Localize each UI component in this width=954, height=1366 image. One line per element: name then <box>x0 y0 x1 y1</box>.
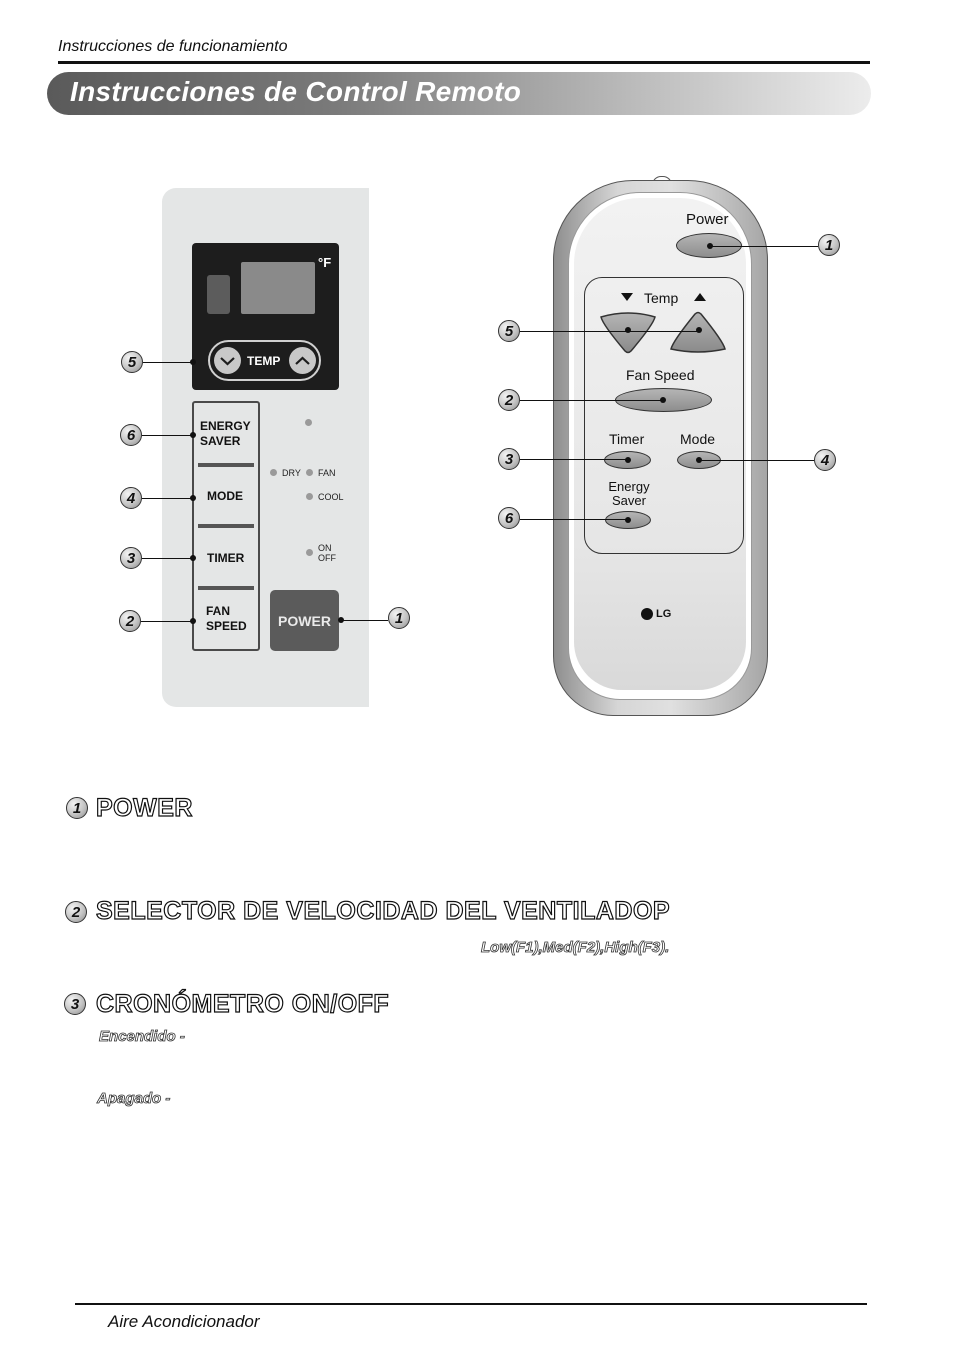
callout-line <box>520 400 662 401</box>
document-section-label: Instrucciones de funcionamiento <box>58 38 288 55</box>
dry-led <box>270 469 277 476</box>
callout-line <box>142 558 193 559</box>
button-divider <box>198 463 254 467</box>
panel-power-button <box>270 590 339 651</box>
timer-off-note: Apagado - <box>97 1090 171 1107</box>
button-divider <box>198 586 254 590</box>
on-label: ON <box>318 543 332 553</box>
callout-badge: 4 <box>814 449 836 471</box>
timer-led <box>306 549 313 556</box>
footer-rule <box>75 1303 867 1305</box>
callout-badge: 3 <box>120 547 142 569</box>
timer-label: TIMER <box>207 551 245 565</box>
display-unit: °F <box>318 255 332 270</box>
callout-line <box>712 246 818 247</box>
brand-name: LG <box>656 608 672 620</box>
callout-badge: 5 <box>498 320 520 342</box>
callout-badge: 1 <box>818 234 840 256</box>
callout-dot <box>625 327 631 333</box>
timer-on-note: Encendido - <box>99 1028 185 1045</box>
fan-label: FAN <box>318 468 336 478</box>
remote-energy-saver-label: Energy Saver <box>608 479 650 508</box>
remote-mode-label: Mode <box>680 431 716 447</box>
triangle-up-icon <box>693 292 707 302</box>
fan-led <box>306 469 313 476</box>
fan-speed-label: FAN SPEED <box>206 604 247 633</box>
callout-dot <box>190 495 196 501</box>
callout-badge: 3 <box>498 448 520 470</box>
callout-dot <box>190 618 196 624</box>
callout-line <box>520 459 627 460</box>
remote-temp-down-button <box>597 311 659 355</box>
temp-label: TEMP <box>247 354 281 368</box>
page-title: Instrucciones de Control Remoto <box>70 76 522 107</box>
chevron-down-icon <box>219 355 236 367</box>
brand-logo <box>641 608 671 620</box>
section-number-badge: 3 <box>64 993 86 1015</box>
section-heading-power: POWER <box>96 794 193 822</box>
energy-saver-label: ENERGY SAVER <box>200 419 251 448</box>
callout-badge: 1 <box>388 607 410 629</box>
button-divider <box>198 524 254 528</box>
callout-badge: 6 <box>120 424 142 446</box>
section-number-badge: 2 <box>65 901 87 923</box>
display-segment-large <box>241 262 315 314</box>
callout-line <box>341 620 388 621</box>
cool-led <box>306 493 313 500</box>
header-rule <box>58 61 870 64</box>
callout-dot <box>625 517 631 523</box>
off-label: OFF <box>318 553 336 563</box>
energy-saver-led <box>305 419 312 426</box>
display-segment-small <box>207 275 230 314</box>
remote-temp-label: Temp <box>644 290 679 306</box>
callout-line <box>520 331 700 332</box>
power-label: POWER <box>278 612 331 629</box>
callout-line <box>141 621 193 622</box>
dry-label: DRY <box>282 468 301 478</box>
callout-line <box>520 519 627 520</box>
callout-dot <box>190 359 196 365</box>
callout-badge: 6 <box>498 507 520 529</box>
callout-line <box>142 498 193 499</box>
remote-power-label: Power <box>686 211 729 228</box>
callout-dot <box>625 457 631 463</box>
callout-dot <box>190 432 196 438</box>
temp-up-button <box>289 347 316 374</box>
triangle-down-icon <box>620 292 634 302</box>
callout-line <box>700 460 814 461</box>
remote-timer-label: Timer <box>609 431 645 447</box>
callout-dot <box>696 327 702 333</box>
section-heading-fan-speed: SELECTOR DE VELOCIDAD DEL VENTILADOP <box>96 897 671 925</box>
callout-line <box>143 362 193 363</box>
fan-speed-levels: Low(F1),Med(F2),High(F3). <box>481 939 670 956</box>
cool-label: COOL <box>318 492 344 502</box>
callout-badge: 2 <box>119 610 141 632</box>
callout-dot <box>190 555 196 561</box>
section-number-badge: 1 <box>66 797 88 819</box>
footer-text: Aire Acondicionador <box>108 1312 260 1331</box>
callout-badge: 5 <box>121 351 143 373</box>
callout-badge: 2 <box>498 389 520 411</box>
mode-label: MODE <box>207 489 243 503</box>
chevron-up-icon <box>294 355 311 367</box>
callout-line <box>142 435 193 436</box>
lg-logo-icon <box>641 608 653 620</box>
section-heading-timer: CRONÓMETRO ON/OFF <box>96 990 390 1018</box>
temp-down-button <box>214 347 241 374</box>
callout-badge: 4 <box>120 487 142 509</box>
remote-fan-speed-label: Fan Speed <box>626 367 695 383</box>
